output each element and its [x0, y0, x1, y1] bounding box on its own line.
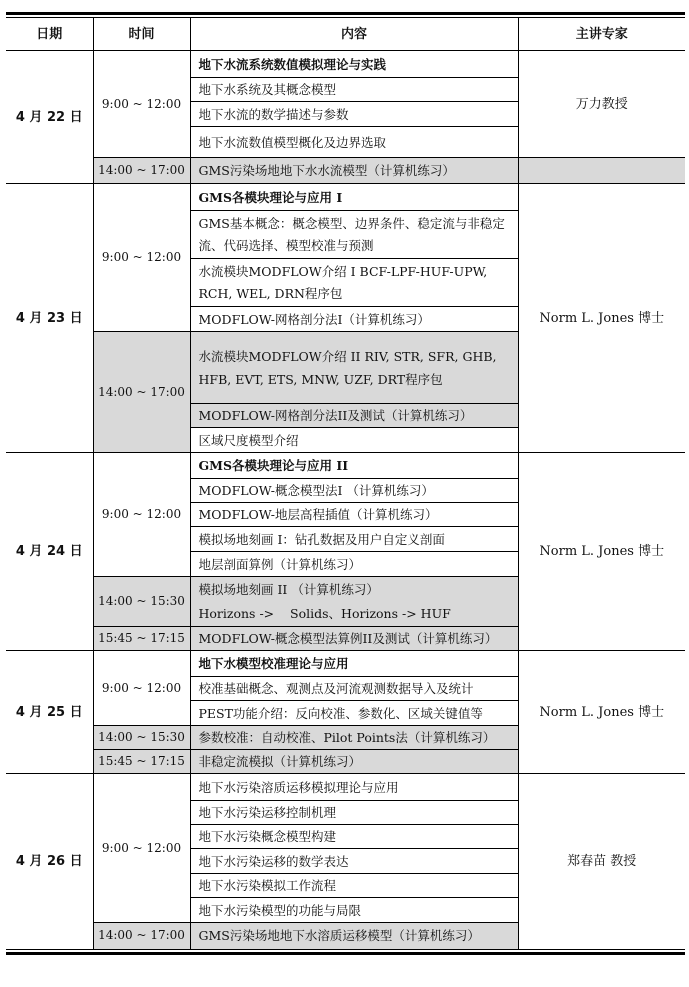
time-day2-am: 9:00 ~ 12:00	[93, 184, 190, 332]
item-day5-pm-1: GMS污染场地地下水溶质运移模型（计算机练习）	[190, 923, 518, 949]
time-day5-pm: 14:00 ~ 17:00	[93, 923, 190, 949]
item-day3-am-3: MODFLOW-地层高程插值（计算机练习）	[190, 503, 518, 527]
item-day4-pm1-1: 参数校准：自动校准、Pilot Points法（计算机练习）	[190, 726, 518, 750]
item-day3-pm1-2: Horizons -> Solids、Horizons -> HUF	[190, 602, 518, 627]
item-day4-am-3: PEST功能介绍：反向校准、参数化、区域关键值等	[190, 701, 518, 726]
item-day5-am-2: 地下水污染运移控制机理	[190, 801, 518, 825]
item-day3-pm1-1: 模拟场地刻画 II （计算机练习）	[190, 577, 518, 602]
item-day4-am-1: 地下水模型校准理论与应用	[190, 651, 518, 677]
date-day4: 4 月 25 日	[6, 651, 93, 774]
time-day1-pm: 14:00 ~ 17:00	[93, 158, 190, 184]
time-day4-am: 9:00 ~ 12:00	[93, 651, 190, 726]
speaker-day2: Norm L. Jones 博士	[518, 184, 685, 453]
item-day5-am-5: 地下水污染模拟工作流程	[190, 874, 518, 898]
item-day5-am-3: 地下水污染概念模型构建	[190, 825, 518, 849]
header-content: 内容	[190, 18, 518, 51]
item-day2-am-1: GMS各模块理论与应用 I	[190, 184, 518, 211]
speaker-day1-pm-cell	[518, 158, 685, 184]
date-day1: 4 月 22 日	[6, 51, 93, 184]
item-day2-pm-1: 水流模块MODFLOW介绍 II RIV, STR, SFR, GHB, HFB, EVT, ETS, MNW, UZF, DRT程序包	[190, 332, 518, 404]
bottom-rule-thin	[6, 949, 685, 950]
time-day2-pm: 14:00 ~ 17:00	[93, 332, 190, 453]
time-day4-pm2: 15:45 ~ 17:15	[93, 750, 190, 774]
schedule-table	[6, 18, 685, 949]
item-day3-am-4: 模拟场地刻画 I：钻孔数据及用户自定义剖面	[190, 527, 518, 552]
item-day2-am-2: GMS基本概念：概念模型、边界条件、稳定流与非稳定流、代码选择、模型校准与预测	[190, 211, 518, 259]
speaker-day5: 郑春苗 教授	[518, 774, 685, 949]
item-day1-am-1: 地下水流系统数值模拟理论与实践	[190, 51, 518, 78]
item-day3-am-1: GMS各模块理论与应用 II	[190, 453, 518, 479]
time-day5-am: 9:00 ~ 12:00	[93, 774, 190, 923]
item-day3-am-2: MODFLOW-概念模型法I （计算机练习）	[190, 479, 518, 503]
header-time: 时间	[93, 18, 190, 51]
item-day2-pm-2: MODFLOW-网格剖分法II及测试（计算机练习）	[190, 404, 518, 428]
bottom-rule-thick	[6, 952, 685, 955]
date-day5: 4 月 26 日	[15, 853, 83, 869]
item-day5-am-1: 地下水污染溶质运移模拟理论与应用	[190, 774, 518, 801]
time-day3-pm1: 14:00 ~ 15:30	[93, 577, 190, 627]
item-day1-am-3: 地下水流的数学描述与参数	[190, 102, 518, 127]
item-day4-pm2-1: 非稳定流模拟（计算机练习）	[190, 750, 518, 774]
item-day1-am-2: 地下水系统及其概念模型	[190, 78, 518, 102]
item-day5-am-6: 地下水污染模型的功能与局限	[190, 898, 518, 923]
item-day3-am-5: 地层剖面算例（计算机练习）	[190, 552, 518, 577]
item-day5-am-4: 地下水污染运移的数学表达	[190, 849, 518, 874]
top-rule-thick	[6, 12, 685, 15]
header-date: 日期	[6, 18, 93, 51]
time-day3-am: 9:00 ~ 12:00	[93, 453, 190, 577]
date-day2: 4 月 23 日	[6, 184, 93, 453]
item-day1-am-4: 地下水流数值模型概化及边界选取	[190, 127, 518, 158]
time-day3-pm2: 15:45 ~ 17:15	[93, 627, 190, 651]
speaker-day4: Norm L. Jones 博士	[518, 651, 685, 774]
date-day3: 4 月 24 日	[6, 453, 93, 651]
item-day2-pm-3: 区域尺度模型介绍	[190, 428, 518, 453]
time-day4-pm1: 14:00 ~ 15:30	[93, 726, 190, 750]
item-day1-pm-1: GMS污染场地地下水水流模型（计算机练习）	[190, 158, 518, 184]
item-day2-am-4: MODFLOW-网格剖分法I（计算机练习）	[190, 307, 518, 332]
speaker-day1: 万力教授	[518, 51, 685, 158]
item-day3-pm2-1: MODFLOW-概念模型法算例II及测试（计算机练习）	[190, 627, 518, 651]
schedule-sheet	[6, 12, 685, 955]
speaker-day3: Norm L. Jones 博士	[518, 453, 685, 651]
header-speaker: 主讲专家	[518, 18, 685, 51]
item-day2-am-3: 水流模块MODFLOW介绍 I BCF-LPF-HUF-UPW, RCH, WEL, DRN程序包	[190, 259, 518, 307]
time-day1-am: 9:00 ~ 12:00	[93, 51, 190, 158]
item-day4-am-2: 校准基础概念、观测点及河流观测数据导入及统计	[190, 677, 518, 701]
